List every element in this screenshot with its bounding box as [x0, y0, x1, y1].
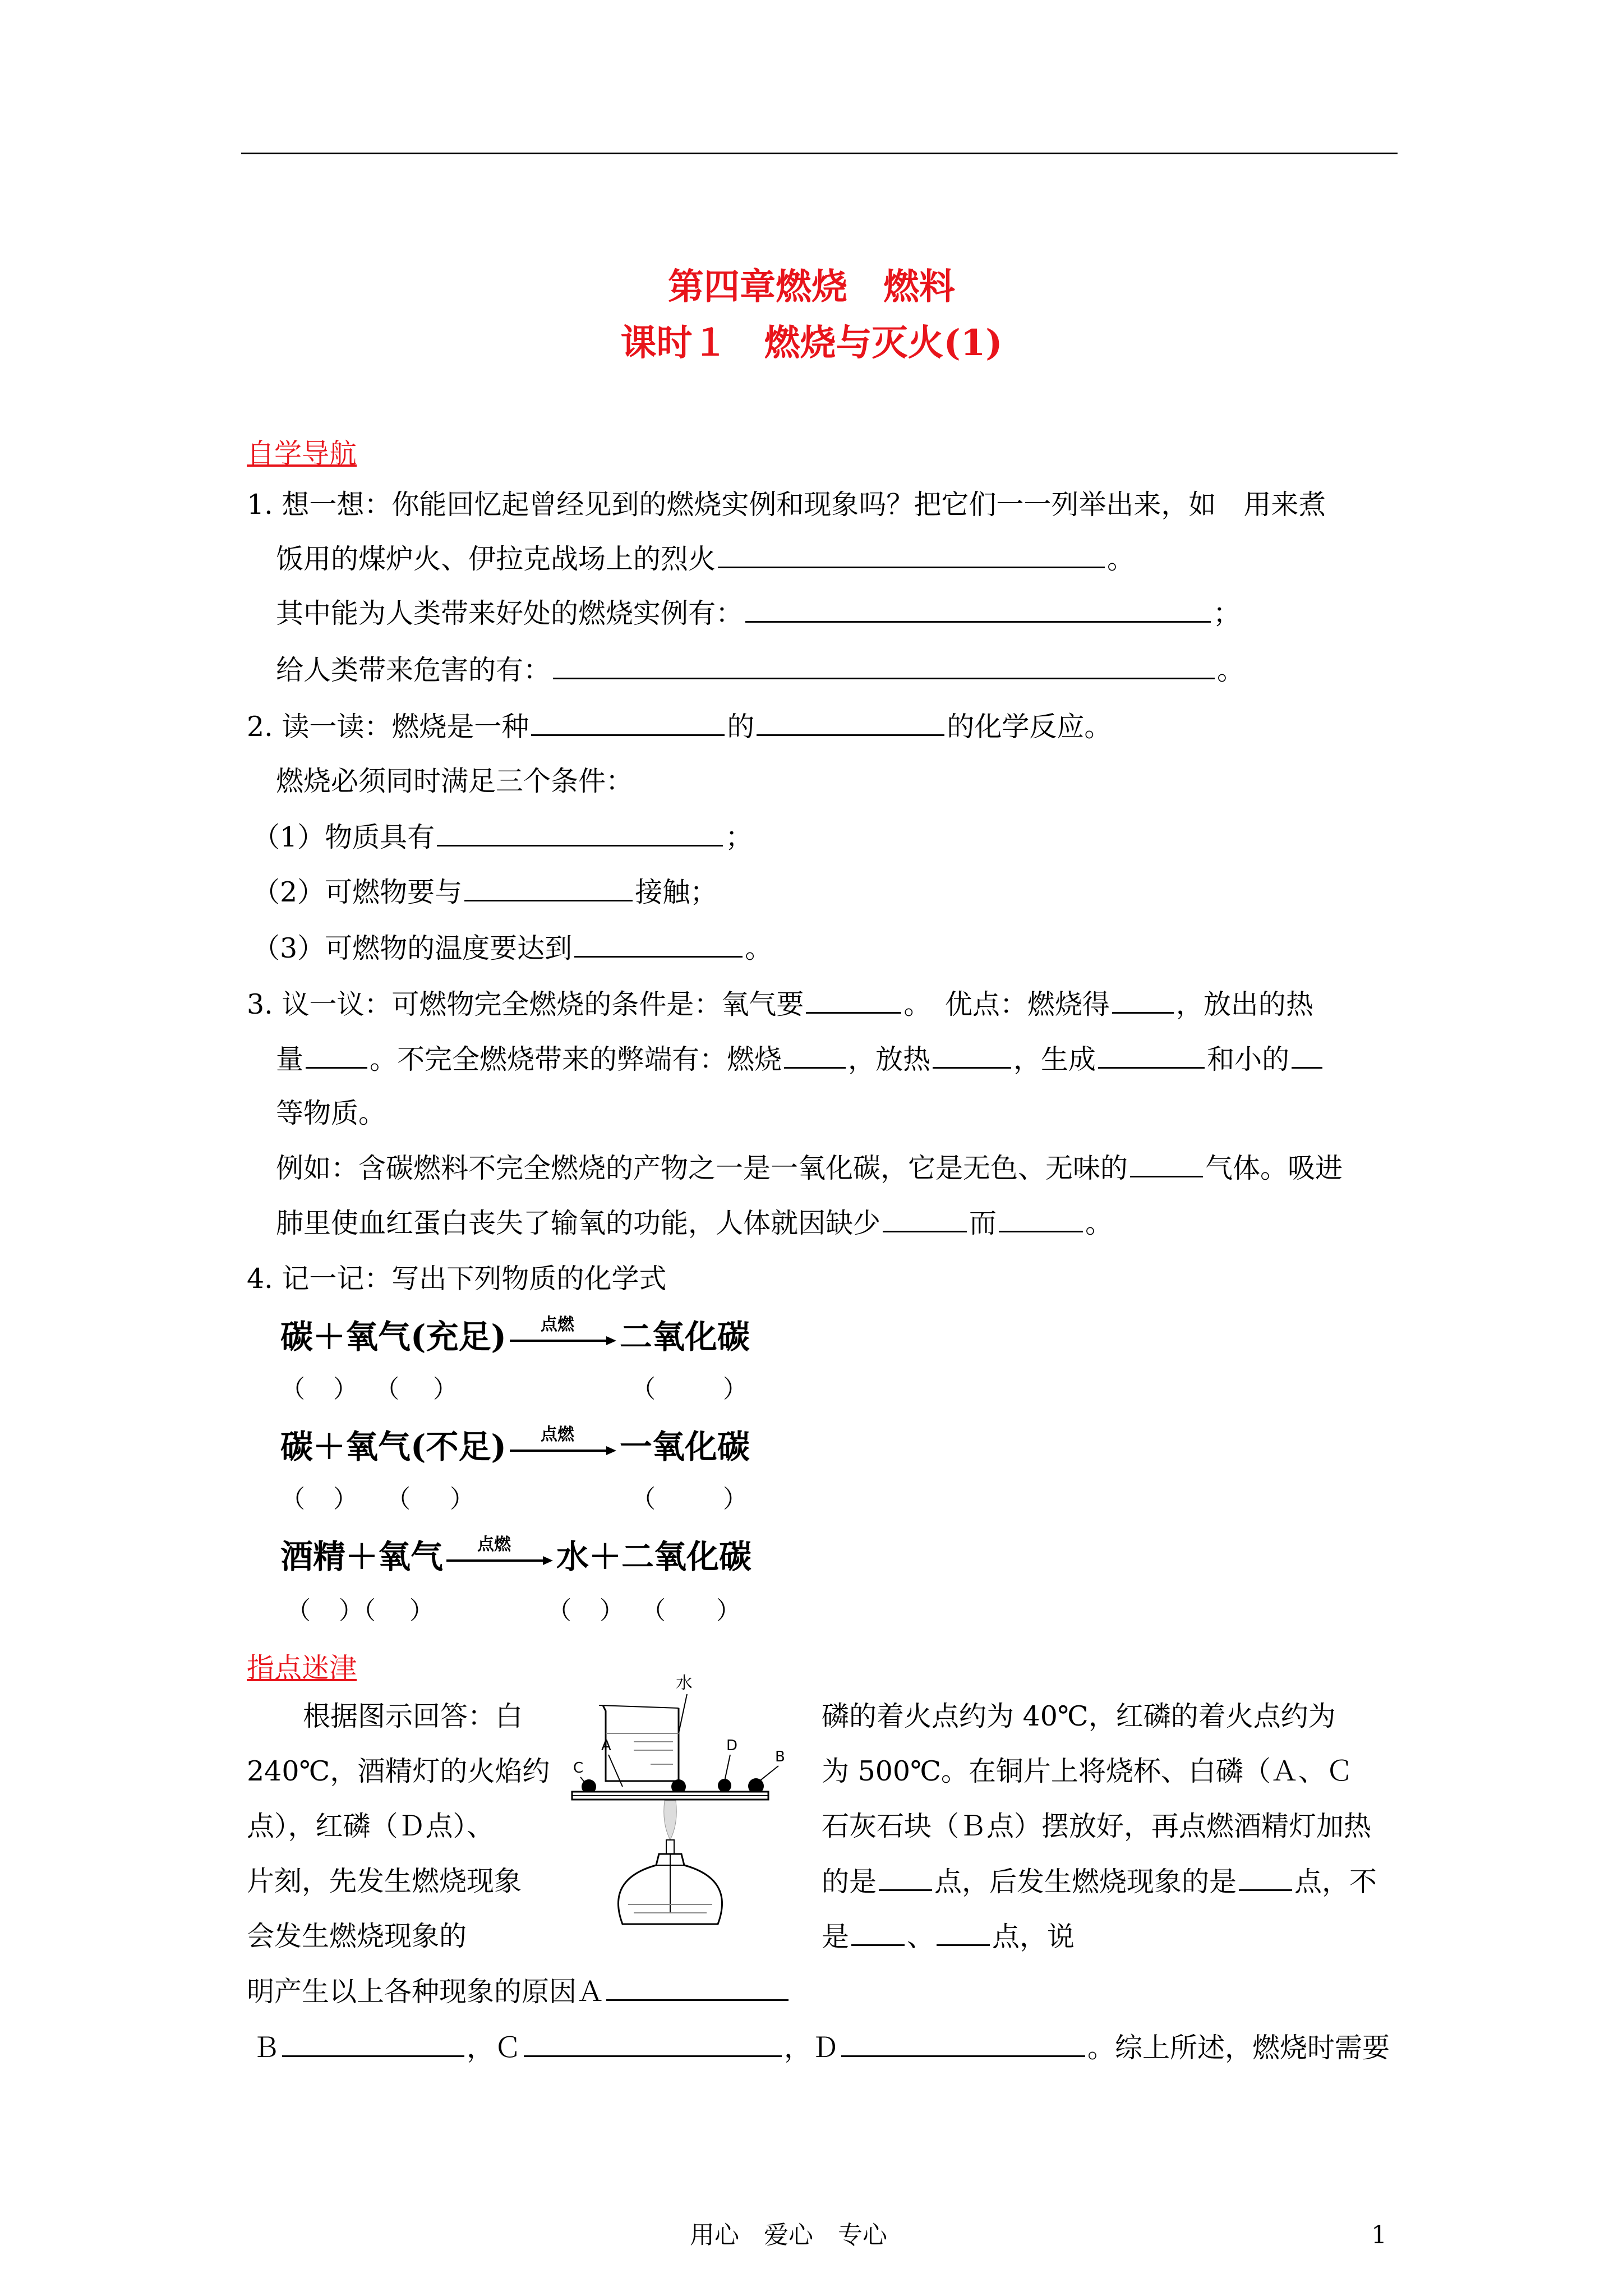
guide-l5-right — [822, 1920, 1075, 1954]
section-self-study: 自学导航 — [247, 438, 357, 470]
q2-cond2-end: 接触； — [635, 876, 718, 908]
q3-blank-6[interactable] — [1098, 1042, 1205, 1069]
arrow-icon — [446, 1555, 553, 1566]
q3-blank-1[interactable] — [806, 987, 901, 1014]
guide-l3-right: 石灰石块（Ｂ点）摆放好，再点燃酒精灯加热 — [822, 1810, 1372, 1842]
paren-close: ） — [723, 1485, 748, 1513]
paren-close: ） — [333, 1375, 358, 1404]
guide-l7-C: ，Ｃ — [467, 2032, 522, 2064]
q2-cond3-end: 。 — [745, 932, 773, 964]
eq1-arrow-label: 点燃 — [540, 1315, 574, 1335]
q1-blank-1[interactable] — [718, 542, 1105, 568]
q3-blank-5[interactable] — [933, 1042, 1011, 1069]
paren-close: ） — [450, 1485, 474, 1513]
paren-close: ） — [333, 1485, 358, 1513]
guide-l7-D: ，Ｄ — [784, 2032, 840, 2064]
q1-line2-end: 。 — [1107, 543, 1135, 575]
q3-line2-b: 。不完全燃烧带来的弊端有：燃烧 — [370, 1043, 782, 1075]
guide-l6-text: 明产生以上各种现象的原因Ａ — [247, 1976, 605, 2008]
paren-close: ） — [409, 1596, 434, 1625]
q3-blank-7[interactable] — [1292, 1042, 1322, 1069]
guide-l2-left: 240℃，酒精灯的火焰约 — [247, 1755, 550, 1787]
q2-cond1 — [252, 820, 753, 854]
q1-line4-text: 给人类带来危害的有： — [276, 654, 551, 686]
equation-3 — [280, 1530, 751, 1577]
eq2-arrow-label: 点燃 — [540, 1425, 574, 1444]
q3-line2-d: ，生成 — [1013, 1043, 1096, 1075]
q2-blank-1[interactable] — [531, 710, 725, 736]
paren-open: （ — [386, 1485, 411, 1513]
header-rule — [241, 153, 1398, 154]
guide-l4-b: 的是 — [822, 1866, 877, 1898]
guide-blank-B[interactable] — [282, 2031, 464, 2057]
paren-open: （ — [375, 1375, 399, 1404]
q3-line5-mid: 而 — [969, 1207, 997, 1239]
guide-l1-left: 根据图示回答：白 — [303, 1700, 523, 1732]
q2-blank-2[interactable] — [757, 710, 944, 736]
eq2-left: 碳＋氧气(不足) — [280, 1428, 506, 1466]
guide-blank-A[interactable] — [606, 1975, 789, 2001]
paren-close: ） — [433, 1375, 458, 1404]
guide-l1-right: 磷的着火点约为 40℃，红磷的着火点约为 — [822, 1700, 1336, 1732]
q1-line2 — [276, 542, 1135, 576]
q3-line2 — [276, 1042, 1325, 1076]
q1-line3-text: 其中能为人类带来好处的燃烧实例有： — [276, 597, 744, 629]
q2-blank-3[interactable] — [437, 820, 723, 846]
chapter-title: 第四章燃烧 燃料 — [668, 266, 955, 308]
q2-blank-5[interactable] — [574, 931, 743, 958]
eq3-left: 酒精＋氧气 — [280, 1538, 444, 1576]
eq3-arrow — [446, 1535, 553, 1572]
footer-motto: 用心 爱心 专心 — [690, 2221, 887, 2249]
label-A: A — [601, 1737, 611, 1754]
eq2-answer-product — [631, 1479, 748, 1515]
guide-l5-b: 是 — [822, 1921, 850, 1953]
q3-line1 — [247, 987, 1313, 1022]
label-B: B — [775, 1749, 785, 1765]
paren-open: （ — [631, 1485, 656, 1513]
guide-blank-D[interactable] — [841, 2031, 1085, 2057]
guide-l3-left: 点），红磷（Ｄ点）、 — [247, 1810, 495, 1842]
label-C: C — [573, 1760, 584, 1777]
guide-blank-4[interactable] — [937, 1920, 990, 1946]
q3-line5-text: 肺里使血红蛋白丧失了输氧的功能，人体就因缺少 — [276, 1207, 881, 1239]
q2-blank-4[interactable] — [464, 875, 633, 901]
q2-cond3-text: （3）可燃物的温度要达到 — [252, 932, 573, 964]
q2-cond2-text: （2）可燃物要与 — [252, 876, 463, 908]
q3-line2-a: 量 — [276, 1043, 304, 1075]
q3-blank-9[interactable] — [883, 1206, 967, 1232]
q2-line1-text: 2. 读一读：燃烧是一种 — [247, 711, 529, 743]
eq3-right: 水＋二氧化碳 — [556, 1538, 752, 1576]
eq1-answer-product — [631, 1369, 748, 1405]
paren-open: （ — [363, 1596, 376, 1625]
eq2-arrow — [510, 1425, 616, 1462]
q1-line4-end: 。 — [1217, 654, 1245, 686]
guide-l4-right — [822, 1865, 1377, 1899]
q1-line3-end: ； — [1213, 597, 1241, 629]
guide-l4-c: 点，后发生燃烧现象的是 — [934, 1866, 1237, 1898]
arrow-icon — [510, 1445, 616, 1456]
q2-line1 — [247, 710, 1112, 744]
equation-2 — [280, 1420, 750, 1467]
paren-open: （ — [631, 1375, 656, 1404]
guide-l6 — [247, 1975, 791, 2009]
q2-cond1-text: （1）物质具有 — [252, 821, 435, 853]
eq2-answers — [280, 1479, 474, 1515]
eq1-left: 碳＋氧气(充足) — [280, 1318, 506, 1356]
eq1-arrow — [510, 1315, 616, 1352]
label-D: D — [726, 1737, 738, 1754]
equation-1 — [280, 1310, 750, 1358]
q3-blank-10[interactable] — [999, 1206, 1083, 1232]
eq3-answers — [286, 1590, 434, 1626]
q3-blank-4[interactable] — [784, 1042, 846, 1069]
q3-line5-end: 。 — [1085, 1207, 1113, 1239]
experiment-figure — [566, 1666, 802, 1935]
q3-line4-end: 气体。吸进 — [1205, 1152, 1343, 1184]
paren-close: ） — [600, 1596, 624, 1625]
guide-l7-B: Ｂ — [252, 2032, 280, 2064]
lesson-title: 课时１ 燃烧与灭火(1) — [620, 322, 1003, 364]
q3-line4 — [276, 1151, 1343, 1185]
q2-cond3 — [252, 931, 772, 965]
guide-l7 — [252, 2031, 1390, 2065]
q1-blank-3[interactable] — [553, 653, 1215, 679]
guide-l4-left: 片刻，先发生燃烧现象 — [247, 1865, 522, 1897]
eq3-answers-products — [547, 1590, 741, 1626]
eq2-right: 一氧化碳 — [619, 1428, 750, 1466]
guide-blank-3[interactable] — [851, 1920, 905, 1946]
q3-line5 — [276, 1206, 1113, 1240]
eq1-right: 二氧化碳 — [619, 1318, 750, 1356]
q3-blank-2[interactable] — [1112, 987, 1174, 1014]
paren-open: （ — [286, 1596, 311, 1625]
q2-cond2 — [252, 875, 717, 909]
guide-blank-2[interactable] — [1239, 1865, 1292, 1891]
paren-open: （ — [641, 1596, 666, 1625]
guide-l5-c: 、 — [907, 1921, 935, 1953]
q1-line3 — [276, 596, 1241, 631]
q1-line2-text: 饭用的煤炉火、伊拉克战场上的烈火 — [276, 543, 716, 575]
q1-line4 — [276, 653, 1244, 687]
guide-l5-left: 会发生燃烧现象的 — [247, 1920, 467, 1952]
q3-line1-end: ，放出的热 — [1175, 988, 1313, 1020]
paren-open: （ — [547, 1596, 571, 1625]
q2-line1-mid: 的 — [727, 711, 755, 743]
q3-line1-text: 3. 议一议：可燃物完全燃烧的条件是：氧气要 — [247, 988, 804, 1020]
q3-line2-e: 和小的 — [1207, 1043, 1290, 1075]
q2-line2: 燃烧必须同时满足三个条件： — [276, 765, 634, 797]
eq3-arrow-label: 点燃 — [477, 1535, 511, 1554]
paren-open: （ — [280, 1375, 305, 1404]
guide-l4-d: 点，不 — [1294, 1866, 1377, 1898]
q3-line1-mid: 。 优点：燃烧得 — [903, 988, 1110, 1020]
paren-close: ） — [723, 1375, 748, 1404]
q3-line4-text: 例如：含碳燃料不完全燃烧的产物之一是一氧化碳，它是无色、无味的 — [276, 1152, 1128, 1184]
q1-line1: 1. 想一想：你能回忆起曾经见到的燃烧实例和现象吗？把它们一一列举出来，如 用来煮 — [247, 489, 1326, 521]
q1-blank-2[interactable] — [745, 596, 1211, 623]
q2-cond1-end: ； — [725, 821, 753, 853]
q3-blank-3[interactable] — [306, 1042, 367, 1069]
label-water: 水 — [676, 1673, 693, 1693]
paren-close: ） — [716, 1596, 741, 1625]
paren-close: ） — [339, 1596, 363, 1625]
guide-l7-end: 。综上所述，燃烧时需要 — [1087, 2032, 1390, 2064]
guide-l5-d: 点，说 — [992, 1921, 1075, 1953]
experiment-diagram-icon — [566, 1666, 802, 1935]
page-number: 1 — [1371, 2221, 1387, 2249]
q3-line3: 等物质。 — [276, 1097, 386, 1129]
q4-line1: 4. 记一记：写出下列物质的化学式 — [247, 1263, 667, 1295]
guide-blank-C[interactable] — [524, 2031, 782, 2057]
paren-open: （ — [280, 1485, 305, 1513]
guide-l2-right: 为 500℃。在铜片上将烧杯、白磷（Ａ、Ｃ — [822, 1755, 1353, 1787]
arrow-icon — [510, 1335, 616, 1346]
eq1-answers — [280, 1369, 458, 1405]
q3-line2-c: ，放热 — [848, 1043, 931, 1075]
q2-line1-end: 的化学反应。 — [947, 711, 1112, 743]
guide-blank-1[interactable] — [879, 1865, 932, 1891]
q3-blank-8[interactable] — [1130, 1151, 1203, 1177]
section-guide: 指点迷津 — [247, 1652, 357, 1684]
